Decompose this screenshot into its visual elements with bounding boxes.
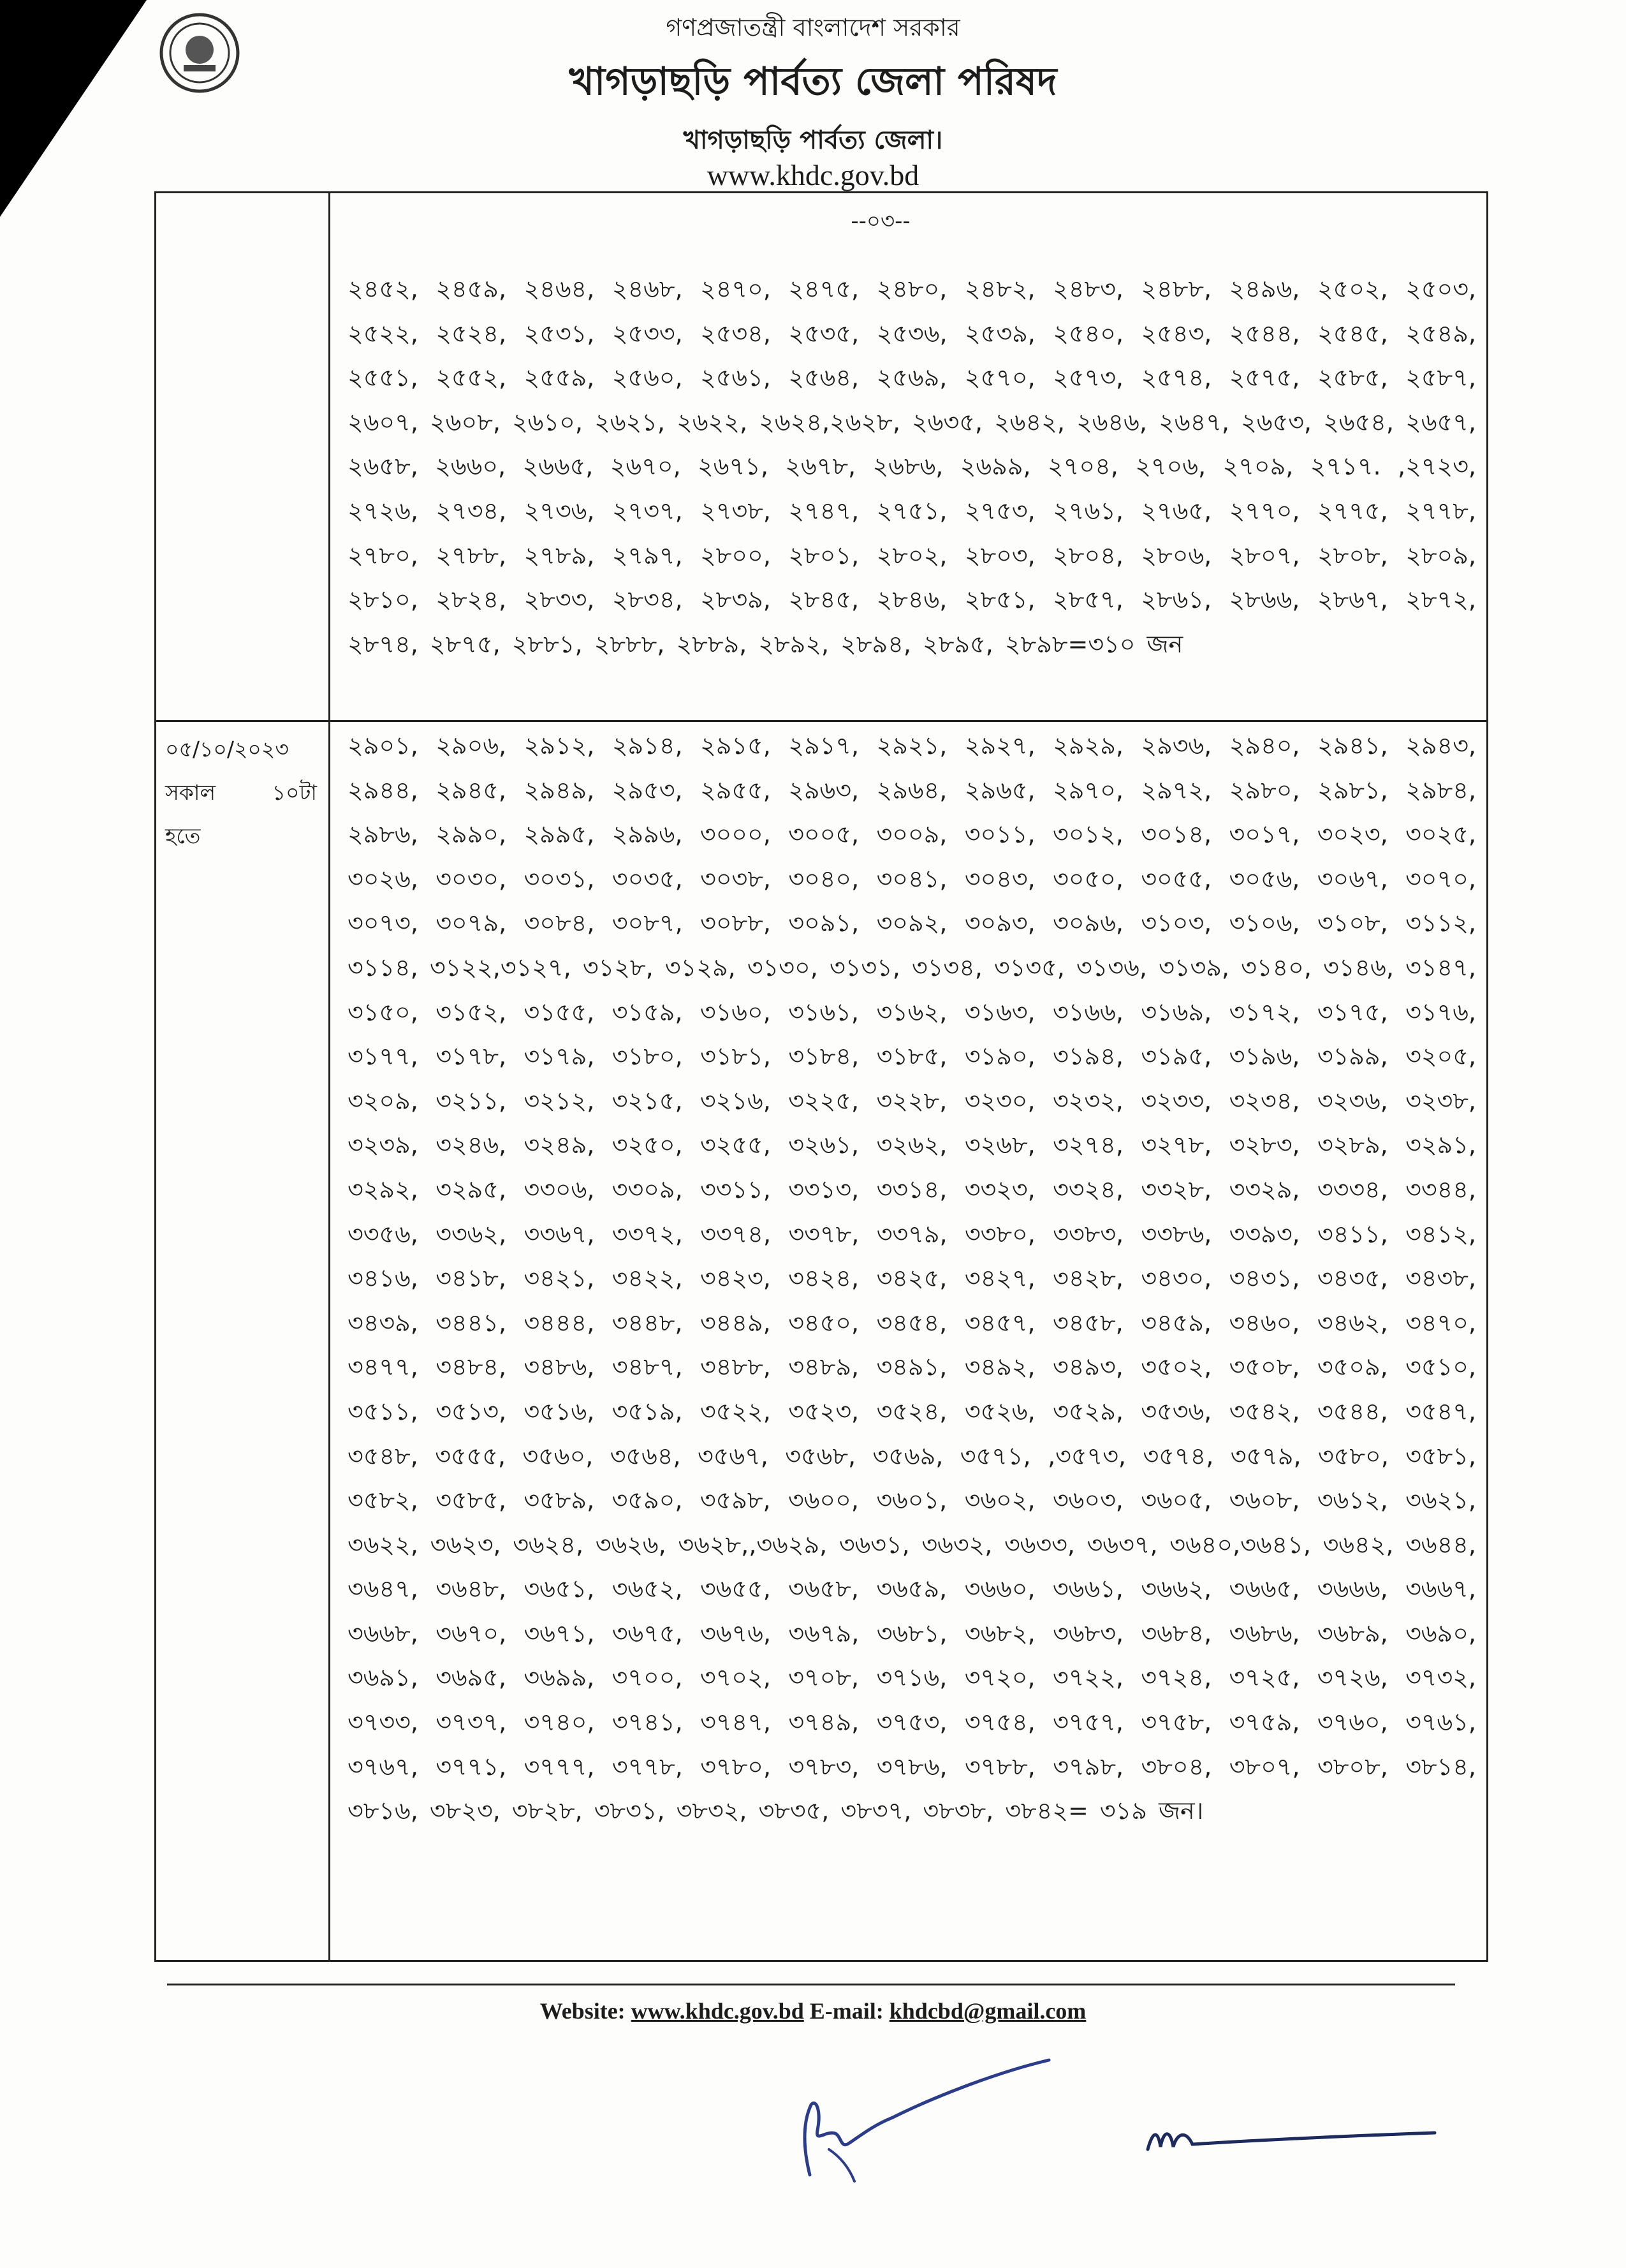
schedule-date-cell: [165, 728, 325, 858]
footer-email-label: E-mail:: [809, 1998, 884, 2024]
header-website-link[interactable]: www.khdc.gov.bd: [707, 159, 919, 191]
organization-title: খাগড়াছড়ি পার্বত্য জেলা পরিষদ: [569, 59, 1057, 104]
row-divider: [156, 720, 1486, 722]
footer: [0, 1998, 1626, 2024]
exam-date: ০৫/১০/২০২৩: [165, 737, 289, 762]
signature-1: [765, 2054, 1058, 2188]
footer-email-link[interactable]: khdcbd@gmail.com: [889, 1998, 1087, 2024]
roll-numbers-cell: ২৯০১, ২৯০৬, ২৯১২, ২৯১৪, ২৯১৫, ২৯১৭, ২৯২১, ২৯২৭, ২৯২৯, ২৯৩৬, ২৯৪০, ২৯৪১, ২৯৪৩, ২৯৪৪, ২৯৪৫, ২৯৪৯, ২৯৫৩, ২৯৫৫, ২৯৬৩, ২৯৬৪, ২৯৬৫, ২৯৭০, ২৯৭২, ২৯৮০, ২৯৮১, ২৯৮৪, ২৯৮৬, ২৯৯০, ২৯৯৫, ২৯৯৬, ৩০০০, ৩০০৫, ৩০০৯, ৩০১১, ৩০১২, ৩০১৪, ৩০১৭, ৩০২৩, ৩০২৫, ৩০২৬, ৩০৩০, ৩০৩১, ৩০৩৫, ৩০৩৮, ৩০৪০, ৩০৪১, ৩০৪৩, ৩০৫০, ৩০৫৫, ৩০৫৬, ৩০৬৭, ৩০৭০, ৩০৭৩, ৩০৭৯, ৩০৮৪, ৩০৮৭, ৩০৮৮, ৩০৯১, ৩০৯২, ৩০৯৩, ৩০৯৬, ৩১০৩, ৩১০৬, ৩১০৮, ৩১১২, ৩১১৪, ৩১২২,৩১২৭, ৩১২৮, ৩১২৯, ৩১৩০, ৩১৩১, ৩১৩৪, ৩১৩৫, ৩১৩৬, ৩১৩৯, ৩১৪০, ৩১৪৬, ৩১৪৭, ৩১৫০, ৩১৫২, ৩১৫৫, ৩১৫৯, ৩১৬০, ৩১৬১, ৩১৬২, ৩১৬৩, ৩১৬৬, ৩১৬৯, ৩১৭২, ৩১৭৫, ৩১৭৬, ৩১৭৭, ৩১৭৮, ৩১৭৯, ৩১৮০, ৩১৮১, ৩১৮৪, ৩১৮৫, ৩১৯০, ৩১৯৪, ৩১৯৫, ৩১৯৬, ৩১৯৯, ৩২০৫, ৩২০৯, ৩২১১, ৩২১২, ৩২১৫, ৩২১৬, ৩২২৫, ৩২২৮, ৩২৩০, ৩২৩২, ৩২৩৩, ৩২৩৪, ৩২৩৬, ৩২৩৮, ৩২৩৯, ৩২৪৬, ৩২৪৯, ৩২৫০, ৩২৫৫, ৩২৬১, ৩২৬২, ৩২৬৮, ৩২৭৪, ৩২৭৮, ৩২৮৩, ৩২৮৯, ৩২৯১, ৩২৯২, ৩২৯৫, ৩৩০৬, ৩৩০৯, ৩৩১১, ৩৩১৩, ৩৩১৪, ৩৩২৩, ৩৩২৪, ৩৩২৮, ৩৩২৯, ৩৩৩৪, ৩৩৪৪, ৩৩৫৬, ৩৩৬২, ৩৩৬৭, ৩৩৭২, ৩৩৭৪, ৩৩৭৮, ৩৩৭৯, ৩৩৮০, ৩৩৮৩, ৩৩৮৬, ৩৩৯৩, ৩৪১১, ৩৪১২, ৩৪১৬, ৩৪১৮, ৩৪২১, ৩৪২২, ৩৪২৩, ৩৪২৪, ৩৪২৫, ৩৪২৭, ৩৪২৮, ৩৪৩০, ৩৪৩১, ৩৪৩৫, ৩৪৩৮, ৩৪৩৯, ৩৪৪১, ৩৪৪৪, ৩৪৪৮, ৩৪৪৯, ৩৪৫০, ৩৪৫৪, ৩৪৫৭, ৩৪৫৮, ৩৪৫৯, ৩৪৬০, ৩৪৬২, ৩৪৭০, ৩৪৭৭, ৩৪৮৪, ৩৪৮৬, ৩৪৮৭, ৩৪৮৮, ৩৪৮৯, ৩৪৯১, ৩৪৯২, ৩৪৯৩, ৩৫০২, ৩৫০৮, ৩৫০৯, ৩৫১০, ৩৫১১, ৩৫১৩, ৩৫১৬, ৩৫১৯, ৩৫২২, ৩৫২৩, ৩৫২৪, ৩৫২৬, ৩৫২৯, ৩৫৩৬, ৩৫৪২, ৩৫৪৪, ৩৫৪৭, ৩৫৪৮, ৩৫৫৫, ৩৫৬০, ৩৫৬৪, ৩৫৬৭, ৩৫৬৮, ৩৫৬৯, ৩৫৭১, ,৩৫৭৩, ৩৫৭৪, ৩৫৭৯, ৩৫৮০, ৩৫৮১, ৩৫৮২, ৩৫৮৫, ৩৫৮৯, ৩৫৯০, ৩৫৯৮, ৩৬০০, ৩৬০১, ৩৬০২, ৩৬০৩, ৩৬০৫, ৩৬০৮, ৩৬১২, ৩৬২১, ৩৬২২, ৩৬২৩, ৩৬২৪, ৩৬২৬, ৩৬২৮,,৩৬২৯, ৩৬৩১, ৩৬৩২, ৩৬৩৩, ৩৬৩৭, ৩৬৪০,৩৬৪১, ৩৬৪২, ৩৬৪৪, ৩৬৪৭, ৩৬৪৮, ৩৬৫১, ৩৬৫২, ৩৬৫৫, ৩৬৫৮, ৩৬৫৯, ৩৬৬০, ৩৬৬১, ৩৬৬২, ৩৬৬৫, ৩৬৬৬, ৩৬৬৭, ৩৬৬৮, ৩৬৭০, ৩৬৭১, ৩৬৭৫, ৩৬৭৬, ৩৬৭৯, ৩৬৮১, ৩৬৮২, ৩৬৮৩, ৩৬৮৪, ৩৬৮৬, ৩৬৮৯, ৩৬৯০, ৩৬৯১, ৩৬৯৫, ৩৬৯৯, ৩৭০০, ৩৭০২, ৩৭০৮, ৩৭১৬, ৩৭২০, ৩৭২২, ৩৭২৪, ৩৭২৫, ৩৭২৬, ৩৭৩২, ৩৭৩৩, ৩৭৩৭, ৩৭৪০, ৩৭৪১, ৩৭৪৭, ৩৭৪৯, ৩৭৫৩, ৩৭৫৪, ৩৭৫৭, ৩৭৫৮, ৩৭৫৯, ৩৭৬০, ৩৭৬১, ৩৭৬৭, ৩৭৭১, ৩৭৭৭, ৩৭৭৮, ৩৭৮০, ৩৭৮৩, ৩৭৮৬, ৩৭৮৮, ৩৭৯৮, ৩৮০৪, ৩৮০৭, ৩৮০৮, ৩৮১৪, ৩৮১৬, ৩৮২৩, ৩৮২৮, ৩৮৩১, ৩৮৩২, ৩৮৩৫, ৩৮৩৭, ৩৮৩৮, ৩৮৪২= ৩১৯ জন।: [348, 732, 1476, 1825]
column-divider: [328, 193, 330, 1960]
footer-website-link[interactable]: www.khdc.gov.bd: [631, 1998, 804, 2024]
signature-2: [1135, 2105, 1441, 2169]
footer-website-label: Website:: [539, 1998, 626, 2024]
page-number: --০৩--: [851, 209, 911, 234]
roll-numbers-cell: ২৪৫২, ২৪৫৯, ২৪৬৪, ২৪৬৮, ২৪৭০, ২৪৭৫, ২৪৮০, ২৪৮২, ২৪৮৩, ২৪৮৮, ২৪৯৬, ২৫০২, ২৫০৩, ২৫২২, ২৫২৪, ২৫৩১, ২৫৩৩, ২৫৩৪, ২৫৩৫, ২৫৩৬, ২৫৩৯, ২৫৪০, ২৫৪৩, ২৫৪৪, ২৫৪৫, ২৫৪৯, ২৫৫১, ২৫৫২, ২৫৫৯, ২৫৬০, ২৫৬১, ২৫৬৪, ২৫৬৯, ২৫৭০, ২৫৭৩, ২৫৭৪, ২৫৭৫, ২৫৮৫, ২৫৮৭, ২৬০৭, ২৬০৮, ২৬১০, ২৬২১, ২৬২২, ২৬২৪,২৬২৮, ২৬৩৫, ২৬৪২, ২৬৪৬, ২৬৪৭, ২৬৫৩, ২৬৫৪, ২৬৫৭, ২৬৫৮, ২৬৬০, ২৬৬৫, ২৬৭০, ২৬৭১, ২৬৭৮, ২৬৮৬, ২৬৯৯, ২৭০৪, ২৭০৬, ২৭০৯, ২৭১৭. ,২৭২৩, ২৭২৬, ২৭৩৪, ২৭৩৬, ২৭৩৭, ২৭৩৮, ২৭৪৭, ২৭৫১, ২৭৫৩, ২৭৬১, ২৭৬৫, ২৭৭০, ২৭৭৫, ২৭৭৮, ২৭৮০, ২৭৮৮, ২৭৮৯, ২৭৯৭, ২৮০০, ২৮০১, ২৮০২, ২৮০৩, ২৮০৪, ২৮০৬, ২৮০৭, ২৮০৮, ২৮০৯, ২৮১০, ২৮২৪, ২৮৩৩, ২৮৩৪, ২৮৩৯, ২৮৪৫, ২৮৪৬, ২৮৫১, ২৮৫৭, ২৮৬১, ২৮৬৬, ২৮৬৭, ২৮৭২, ২৮৭৪, ২৮৭৫, ২৮৮১, ২৮৮৮, ২৮৮৯, ২৮৯২, ২৮৯৪, ২৮৯৫, ২৮৯৮=৩১০ জন: [348, 275, 1476, 658]
schedule-table: [154, 191, 1488, 1962]
exam-time: সকাল: [165, 780, 216, 805]
exam-time-hour: ১০টা: [272, 780, 317, 805]
exam-time-from: হতে: [165, 823, 201, 848]
footer-rule: [167, 1984, 1455, 1985]
district-name: খাগড়াছড়ি পার্বত্য জেলা।: [683, 126, 943, 155]
exam-time-row: [165, 771, 325, 814]
government-name: গণপ্রজাতন্ত্রী বাংলাদেশ সরকার: [666, 13, 960, 41]
